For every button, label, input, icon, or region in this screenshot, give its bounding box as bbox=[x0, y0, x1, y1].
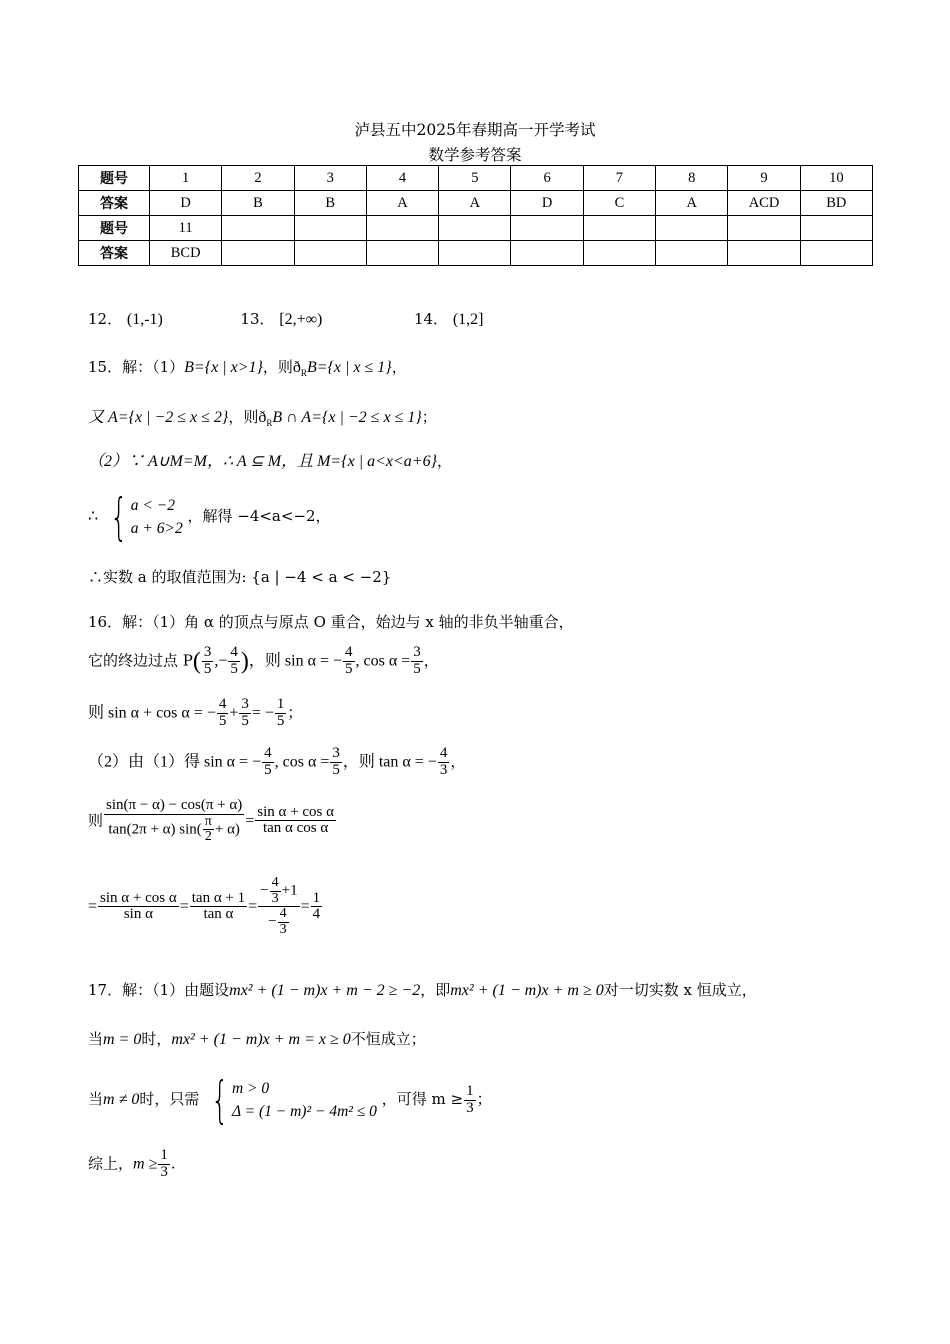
table-cell: C bbox=[583, 191, 655, 216]
text: ，则 sin α = − bbox=[248, 652, 343, 670]
document-subtitle: 数学参考答案 bbox=[428, 146, 522, 164]
text: 时，只需 bbox=[139, 1090, 200, 1108]
frac-num: 1 bbox=[312, 889, 321, 906]
table-cell: 5 bbox=[439, 166, 511, 191]
frac-num: tan α + 1 bbox=[191, 889, 246, 906]
frac-num: 3 bbox=[203, 644, 212, 660]
sign: − bbox=[260, 882, 269, 899]
table-cell: 2 bbox=[222, 166, 294, 191]
q15-line5: ∴实数 a 的取值范围为: {a | −4 < a < −2} bbox=[88, 568, 392, 586]
frac-num: sin α + cos α bbox=[257, 803, 334, 820]
table-row bbox=[79, 216, 873, 241]
label-question-number: 题号 bbox=[79, 166, 150, 191]
q15-heading: 15．解：（1） bbox=[88, 358, 185, 376]
table-cell bbox=[583, 216, 655, 241]
math-expr: B={x | x>1} bbox=[184, 359, 263, 376]
frac-den: 3 bbox=[466, 1099, 474, 1116]
frac-den: 2 bbox=[204, 829, 212, 845]
q14-number: 14． bbox=[413, 310, 449, 328]
text: ，即 bbox=[420, 981, 451, 999]
table-cell bbox=[222, 216, 294, 241]
frac-den: 3 bbox=[439, 761, 448, 778]
frac-den: 5 bbox=[345, 660, 353, 677]
text: = bbox=[88, 897, 98, 915]
math-expr: ，∴ A ⊆ M bbox=[206, 453, 282, 470]
frac-num: 4 bbox=[345, 644, 353, 660]
text: ，则 bbox=[262, 358, 293, 376]
table-cell bbox=[511, 216, 583, 241]
table-cell: A bbox=[366, 191, 438, 216]
text: = bbox=[300, 897, 310, 915]
frac-num: 4 bbox=[218, 696, 227, 712]
text: ，则 bbox=[228, 408, 259, 426]
text: 当 bbox=[88, 1030, 104, 1048]
frac-den: 5 bbox=[264, 761, 272, 778]
complement-symbol: ð bbox=[258, 409, 267, 426]
frac-num: 3 bbox=[332, 745, 340, 761]
text: = bbox=[248, 897, 258, 915]
frac-den: 3 bbox=[279, 922, 287, 938]
frac-den-part: + α) bbox=[214, 821, 240, 838]
frac-num: 3 bbox=[413, 644, 421, 660]
table-cell: B bbox=[294, 191, 366, 216]
text: ； bbox=[476, 1090, 492, 1108]
text: ，则 tan α = − bbox=[342, 753, 437, 771]
table-cell: 8 bbox=[656, 166, 728, 191]
math-expr: m ≥ bbox=[133, 1155, 158, 1173]
complement-subscript: R bbox=[300, 368, 307, 378]
text: ， bbox=[423, 651, 439, 670]
complement-subscript: R bbox=[266, 418, 273, 428]
frac-den: sin α bbox=[123, 906, 153, 923]
math-expr: B ∩ A={x | −2 ≤ x ≤ 1} bbox=[272, 409, 422, 426]
table-cell: 4 bbox=[366, 166, 438, 191]
frac-den: 5 bbox=[218, 712, 227, 729]
table-cell bbox=[439, 241, 511, 266]
frac-den: 5 bbox=[413, 660, 421, 677]
text: ， bbox=[450, 752, 466, 771]
frac-num: 1 bbox=[160, 1147, 168, 1163]
frac-den-part: tan(2π + α) sin( bbox=[108, 821, 202, 838]
system-row: a < −2 bbox=[130, 496, 175, 514]
frac-den: 5 bbox=[230, 660, 238, 677]
table-cell bbox=[294, 216, 366, 241]
math-expr: ，且 M={x | a<x<a+6} bbox=[281, 453, 437, 470]
text: ， bbox=[391, 358, 407, 376]
inequality-system: { a < −2 a + 6>2 bbox=[110, 488, 183, 546]
table-cell: 11 bbox=[150, 216, 222, 241]
table-cell: 1 bbox=[150, 166, 222, 191]
text: ，可得 m ≥ bbox=[381, 1090, 464, 1108]
label-question-number: 题号 bbox=[79, 216, 150, 241]
text: 当 bbox=[88, 1090, 104, 1108]
table-cell bbox=[728, 241, 800, 266]
table-row bbox=[79, 191, 873, 216]
table-cell: BCD bbox=[150, 241, 222, 266]
q16-line6 bbox=[88, 876, 323, 938]
text: 它的终边过点 P bbox=[88, 651, 193, 670]
table-cell: 9 bbox=[728, 166, 800, 191]
math-expr: （2）∵ A∪M=M bbox=[88, 453, 207, 470]
math-expr: B={x | x ≤ 1} bbox=[306, 359, 392, 376]
table-cell bbox=[583, 241, 655, 266]
document-title: 泸县五中2025年春期高一开学考试 bbox=[354, 121, 596, 139]
label-answer: 答案 bbox=[79, 191, 150, 216]
table-cell: BD bbox=[800, 191, 872, 216]
table-cell bbox=[366, 216, 438, 241]
table-cell bbox=[656, 216, 728, 241]
text: = bbox=[179, 897, 189, 915]
q16-line4 bbox=[88, 746, 465, 779]
frac-den: tan α cos α bbox=[262, 820, 329, 837]
text: 时， bbox=[141, 1030, 172, 1048]
q12-number: 12． bbox=[88, 310, 123, 328]
frac-num: 1 bbox=[466, 1082, 474, 1099]
table-cell: A bbox=[656, 191, 728, 216]
q13-number: 13． bbox=[240, 310, 275, 328]
text: 则 bbox=[88, 811, 104, 830]
answer-table bbox=[78, 165, 873, 266]
text: ， bbox=[437, 452, 453, 470]
q17-heading: 17．解：（1）由题设 bbox=[88, 981, 230, 999]
table-cell bbox=[294, 241, 366, 266]
frac-num: 4 bbox=[230, 644, 238, 660]
frac-num: 1 bbox=[276, 696, 285, 712]
q14-answer: (1,2] bbox=[452, 311, 484, 328]
table-cell: 6 bbox=[511, 166, 583, 191]
text: 对一切实数 x 恒成立， bbox=[603, 981, 757, 999]
q16-line2: 它的终边过点 P( $\frac{3}{5}$ ,− $\frac{4}{5}$ )，则 sin α = − $\frac{4}{5}$ , cos α = $\frac{3}{5}$ ， bbox=[88, 644, 439, 677]
table-cell bbox=[439, 216, 511, 241]
q17-line2 bbox=[88, 1032, 426, 1048]
text: 不恒成立； bbox=[350, 1030, 426, 1048]
frac-den: 5 bbox=[241, 712, 249, 729]
text: ； bbox=[287, 703, 303, 722]
sign: − bbox=[218, 652, 228, 670]
therefore-symbol: ∴ bbox=[88, 508, 99, 525]
frac-num: sin α + cos α bbox=[100, 889, 177, 906]
frac-den: 3 bbox=[160, 1163, 168, 1180]
text: = − bbox=[251, 704, 274, 722]
q17-line4 bbox=[88, 1148, 176, 1181]
table-cell bbox=[800, 216, 872, 241]
q15-line2 bbox=[88, 410, 437, 428]
frac-den: 5 bbox=[203, 660, 212, 677]
q13-answer: [2,+∞) bbox=[279, 311, 323, 328]
table-cell: A bbox=[439, 191, 511, 216]
math-expr: m = 0 bbox=[103, 1031, 142, 1048]
table-row bbox=[79, 241, 873, 266]
system-row: a + 6>2 bbox=[130, 520, 183, 537]
q16-line5 bbox=[88, 798, 337, 845]
system-row: Δ = (1 − m)² − 4m² ≤ 0 bbox=[231, 1103, 377, 1120]
table-cell bbox=[511, 241, 583, 266]
math-expr: mx² + (1 − m)x + m = x ≥ 0 bbox=[171, 1031, 351, 1048]
table-cell: B bbox=[222, 191, 294, 216]
frac-num: 4 bbox=[271, 875, 279, 890]
q15-line3 bbox=[88, 454, 452, 470]
text: ，解得 −4<a<−2， bbox=[187, 507, 331, 525]
text: . bbox=[170, 1154, 176, 1173]
text: + bbox=[229, 704, 239, 722]
frac-den: tan α bbox=[203, 906, 234, 923]
table-cell bbox=[366, 241, 438, 266]
math-expr: mx² + (1 − m)x + m ≥ 0 bbox=[450, 982, 604, 999]
table-cell bbox=[800, 241, 872, 266]
sign: − bbox=[268, 914, 277, 930]
table-cell bbox=[656, 241, 728, 266]
text: ； bbox=[421, 408, 437, 426]
inequality-system: { m > 0 Δ = (1 − m)² − 4m² ≤ 0 bbox=[211, 1071, 377, 1129]
fill-in-answers bbox=[88, 312, 483, 328]
table-cell: D bbox=[511, 191, 583, 216]
text: （2）由（1）得 sin α = − bbox=[88, 753, 262, 771]
table-cell: 3 bbox=[294, 166, 366, 191]
system-row: m > 0 bbox=[231, 1079, 270, 1097]
frac-num: 3 bbox=[241, 696, 249, 712]
text: , cos α = bbox=[355, 652, 411, 670]
frac-den: 5 bbox=[276, 712, 285, 729]
text: 综上， bbox=[88, 1154, 134, 1173]
frac-den: 3 bbox=[271, 890, 279, 906]
table-cell bbox=[222, 241, 294, 266]
table-row bbox=[79, 166, 873, 191]
frac-num: 4 bbox=[264, 745, 272, 761]
label-answer: 答案 bbox=[79, 241, 150, 266]
math-expr: m ≠ 0 bbox=[103, 1091, 140, 1108]
table-cell bbox=[728, 216, 800, 241]
table-cell: 7 bbox=[583, 166, 655, 191]
frac-num: 4 bbox=[439, 745, 448, 761]
q12-answer: (1,-1) bbox=[126, 311, 163, 328]
table-cell: D bbox=[150, 191, 222, 216]
frac-num: 4 bbox=[279, 906, 287, 922]
q17-line1 bbox=[88, 983, 757, 999]
q17-line3 bbox=[88, 1071, 492, 1129]
text: 则 sin α + cos α = − bbox=[88, 704, 216, 722]
table-cell: ACD bbox=[728, 191, 800, 216]
q15-line1 bbox=[88, 360, 407, 378]
complement-symbol: ð bbox=[292, 359, 301, 376]
math-expr: mx² + (1 − m)x + m − 2 ≥ −2 bbox=[229, 982, 421, 999]
frac-num: sin(π − α) − cos(π + α) bbox=[106, 797, 243, 813]
frac-den: 5 bbox=[332, 761, 340, 778]
text: = bbox=[245, 812, 255, 830]
math-expr: 又 A={x | −2 ≤ x ≤ 2} bbox=[88, 409, 229, 426]
text: , cos α = bbox=[274, 753, 330, 771]
text: +1 bbox=[281, 882, 298, 899]
q16-line3 bbox=[88, 697, 302, 730]
table-cell: 10 bbox=[800, 166, 872, 191]
frac-num: π bbox=[204, 813, 212, 829]
q16-line1: 16．解：（1）角 α 的顶点与原点 O 重合，始边与 x 轴的非负半轴重合， bbox=[88, 613, 574, 631]
frac-den: 4 bbox=[312, 906, 321, 923]
q15-line4 bbox=[88, 488, 331, 546]
